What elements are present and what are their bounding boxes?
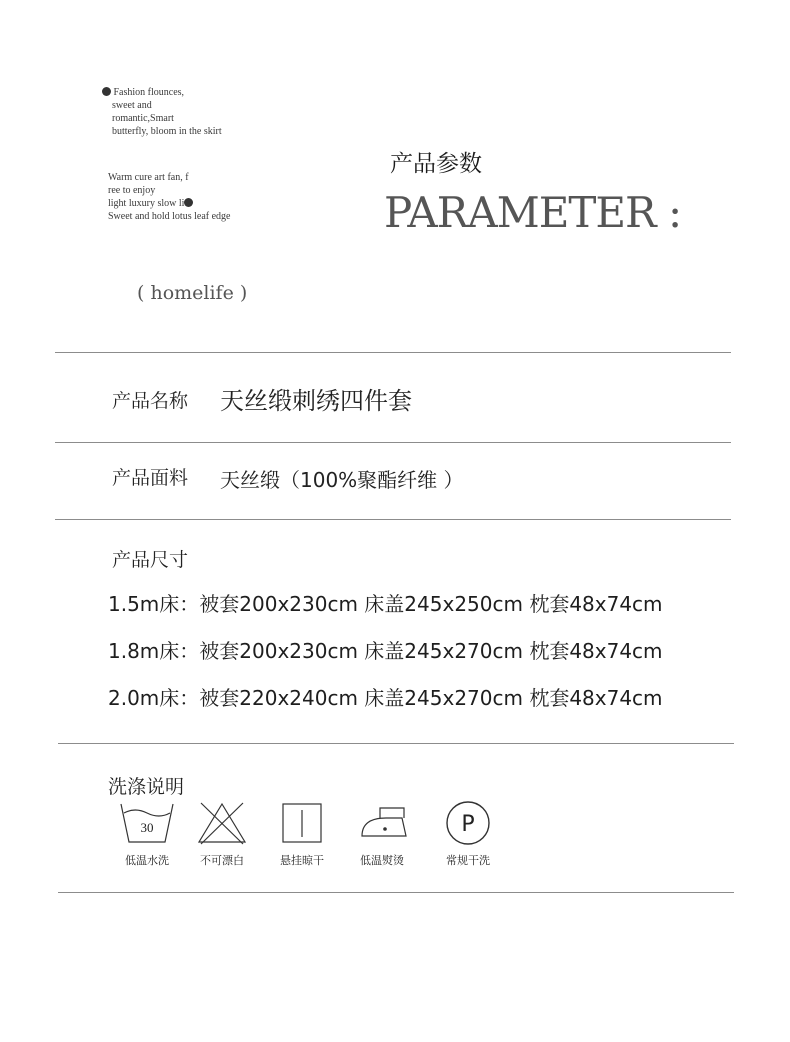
care-item-wash — [112, 800, 182, 868]
bullet-dot-icon — [184, 198, 193, 207]
divider — [55, 519, 731, 520]
product-size-label: 产品尺寸 — [112, 549, 189, 571]
divider — [58, 892, 734, 893]
low-iron-icon — [354, 800, 410, 846]
care-caption: 低温熨烫 — [360, 854, 404, 867]
poem-line: Warm cure art fan, f — [108, 172, 189, 183]
size-row: 1.8m床：被套200x230cm 床盖245x270cm 枕套48x74cm — [108, 639, 663, 663]
size-row: 1.5m床：被套200x230cm 床盖245x250cm 枕套48x74cm — [108, 592, 663, 616]
poem-block-2 — [108, 171, 230, 223]
poem-line: Sweet and hold lotus leaf edge — [108, 211, 231, 222]
poem-line: light luxury slow li — [108, 198, 185, 209]
dry-clean-symbol: P — [461, 812, 475, 837]
product-fabric-value: 天丝缎（100%聚酯纤维 ） — [220, 468, 464, 492]
poem-line: romantic,Smart — [112, 113, 174, 124]
product-name-value: 天丝缎刺绣四件套 — [220, 387, 412, 415]
size-row: 2.0m床：被套220x240cm 床盖245x270cm 枕套48x74cm — [108, 686, 663, 710]
wash-30-icon — [115, 800, 179, 846]
care-item-hang-dry — [272, 800, 332, 868]
care-item-dry-clean — [438, 800, 498, 868]
care-caption: 低温水洗 — [125, 854, 169, 867]
poem-line: Fashion flounces, — [113, 87, 185, 98]
divider — [58, 743, 734, 744]
poem-line: ree to enjoy — [108, 185, 156, 196]
poem-line: butterfly, bloom in the skirt — [112, 126, 222, 137]
care-item-low-iron — [352, 800, 412, 868]
care-caption: 悬挂晾干 — [280, 854, 324, 867]
title-cn: 产品参数 — [390, 151, 482, 177]
care-caption: 不可漂白 — [200, 854, 244, 867]
product-fabric-label: 产品面料 — [112, 467, 189, 489]
bullet-dot-icon — [102, 87, 111, 96]
care-caption: 常规干洗 — [446, 854, 490, 867]
title-en: PARAMETER : — [384, 188, 682, 237]
divider — [55, 442, 731, 443]
wash-temp-symbol: 30 — [140, 820, 154, 835]
dry-clean-icon — [442, 800, 494, 846]
care-item-no-bleach — [192, 800, 252, 868]
poem-line: sweet and — [112, 100, 152, 111]
hang-dry-icon — [277, 800, 327, 846]
poem-block-1 — [102, 86, 222, 138]
care-title: 洗涤说明 — [108, 776, 185, 798]
no-bleach-icon — [195, 800, 249, 846]
divider — [55, 352, 731, 353]
product-name-label: 产品名称 — [112, 390, 189, 412]
homelife-tag: ( homelife ) — [137, 282, 248, 304]
